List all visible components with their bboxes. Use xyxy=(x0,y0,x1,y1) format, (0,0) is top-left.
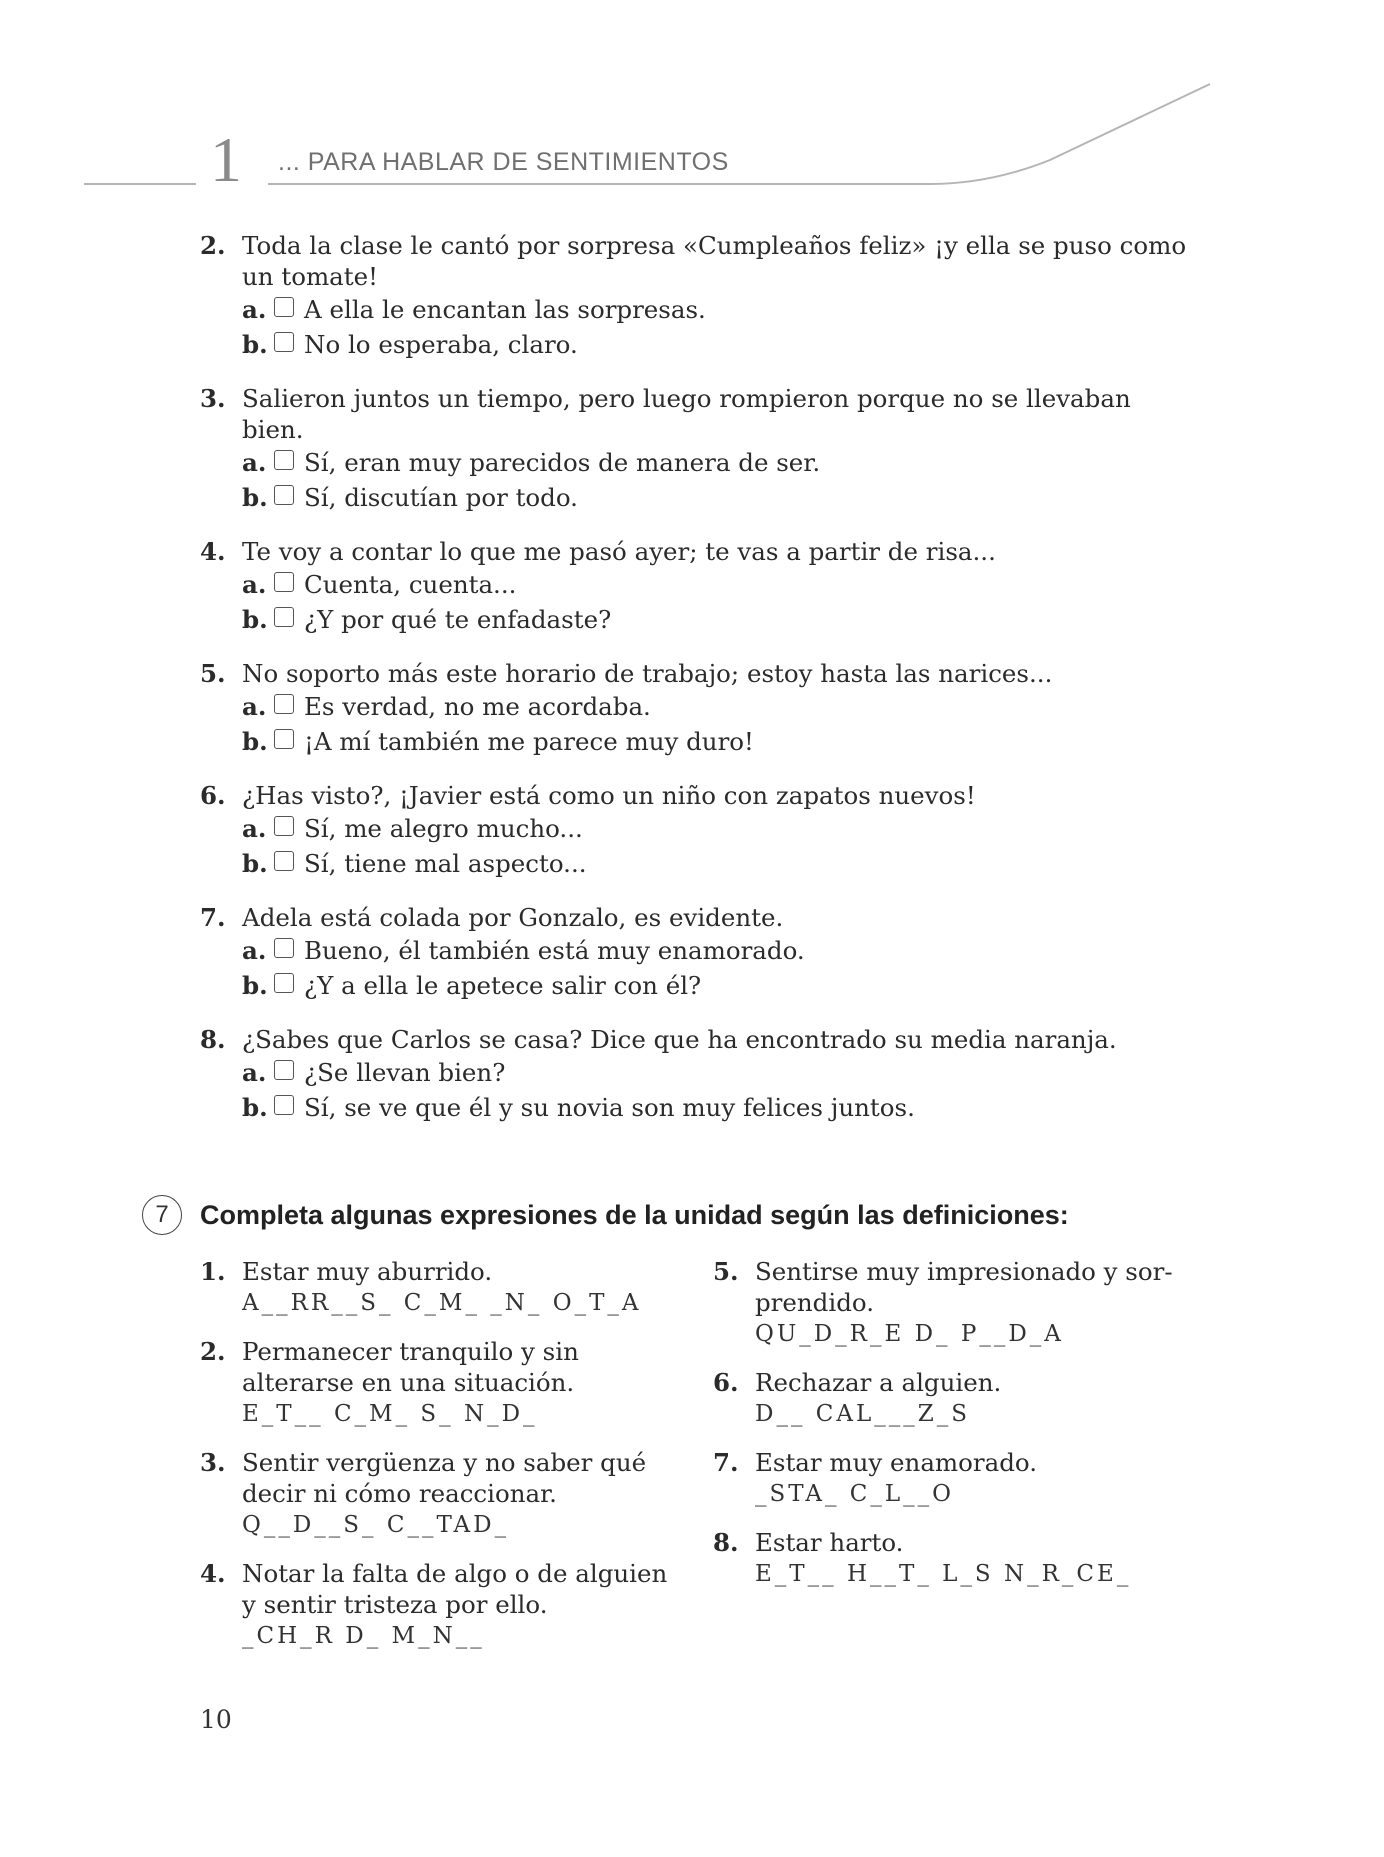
definition-number: 5. xyxy=(713,1257,739,1286)
question-item xyxy=(200,658,1200,759)
unit-number: 1 xyxy=(210,124,242,195)
definition-text: Rechazar a alguien. xyxy=(755,1368,1002,1397)
expression-blank[interactable]: E_T__ H__T_ L_S N_R_CE_ xyxy=(755,1561,1132,1587)
definition-number: 4. xyxy=(200,1559,226,1588)
question-text: ¿Sabes que Carlos se casa? Dice que ha encontrado su media naranja. xyxy=(242,1025,1117,1054)
question-number: 2. xyxy=(200,231,226,260)
option-letter: a. xyxy=(242,936,267,965)
option-text: Bueno, él también está muy enamorado. xyxy=(304,936,805,965)
option-text: Sí, me alegro mucho... xyxy=(304,814,583,843)
definition-text: Sentirse muy impresionado y sor-prendido. xyxy=(755,1257,1173,1317)
definition-line xyxy=(713,1256,1183,1318)
option-checkbox[interactable] xyxy=(274,485,294,505)
definition-item xyxy=(713,1527,1183,1591)
option-checkbox[interactable] xyxy=(274,816,294,836)
answer-option xyxy=(200,846,1200,881)
answer-option xyxy=(200,602,1200,637)
definition-text: Estar harto. xyxy=(755,1528,904,1557)
unit-title: ... PARA HABLAR DE SENTIMIENTOS xyxy=(278,148,729,176)
question-item xyxy=(200,780,1200,881)
option-text: Sí, tiene mal aspecto... xyxy=(304,849,587,878)
answer-option xyxy=(200,968,1200,1003)
question-text: No soporto más este horario de trabajo; estoy hasta las narices... xyxy=(242,659,1053,688)
answer-option xyxy=(200,445,1200,480)
definition-line xyxy=(200,1256,670,1287)
exercise-number-badge: 7 xyxy=(142,1195,182,1235)
option-letter: a. xyxy=(242,295,267,324)
answer-option xyxy=(200,933,1200,968)
question-line xyxy=(200,1024,1200,1055)
definition-item xyxy=(713,1256,1183,1351)
option-checkbox[interactable] xyxy=(274,729,294,749)
question-item xyxy=(200,1024,1200,1125)
definition-text: Sentir vergüenza y no saber qué decir ni cómo reaccionar. xyxy=(242,1448,647,1508)
definition-text: Estar muy enamorado. xyxy=(755,1448,1038,1477)
definitions-right-column xyxy=(713,1256,1183,1607)
expression-blank[interactable]: _STA_ C_L__O xyxy=(755,1481,954,1507)
option-letter: b. xyxy=(242,330,268,359)
option-text: A ella le encantan las sorpresas. xyxy=(304,295,706,324)
question-item xyxy=(200,383,1200,515)
definition-item xyxy=(200,1256,670,1320)
option-text: Cuenta, cuenta... xyxy=(304,570,517,599)
answer-option xyxy=(200,689,1200,724)
option-text: Sí, se ve que él y su novia son muy felices juntos. xyxy=(304,1093,915,1122)
expression-blank[interactable]: QU_D_R_E D_ P__D_A xyxy=(755,1321,1064,1347)
definition-item xyxy=(200,1558,670,1653)
definition-text: Notar la falta de algo o de alguien y sentir tristeza por ello. xyxy=(242,1559,668,1619)
option-text: Es verdad, no me acordaba. xyxy=(304,692,651,721)
question-number: 6. xyxy=(200,781,226,810)
expression-blank[interactable]: D__ CAL___Z_S xyxy=(755,1401,970,1427)
question-line xyxy=(200,383,1200,445)
definition-item xyxy=(713,1447,1183,1511)
question-text: Toda la clase le cantó por sorpresa «Cumpleaños feliz» ¡y ella se puso como un tomate! xyxy=(242,231,1187,291)
question-item xyxy=(200,230,1200,362)
question-number: 8. xyxy=(200,1025,226,1054)
option-letter: b. xyxy=(242,605,268,634)
page-number: 10 xyxy=(200,1705,232,1734)
option-checkbox[interactable] xyxy=(274,938,294,958)
question-text: Adela está colada por Gonzalo, es evidente. xyxy=(242,903,784,932)
definition-number: 6. xyxy=(713,1368,739,1397)
option-letter: a. xyxy=(242,448,267,477)
option-letter: a. xyxy=(242,570,267,599)
definition-item xyxy=(200,1447,670,1542)
answer-option xyxy=(200,480,1200,515)
option-text: Sí, discutían por todo. xyxy=(304,483,578,512)
question-item xyxy=(200,902,1200,1003)
option-letter: a. xyxy=(242,1058,267,1087)
question-text: Te voy a contar lo que me pasó ayer; te vas a partir de risa... xyxy=(242,537,996,566)
definitions-left-column xyxy=(200,1256,670,1669)
option-checkbox[interactable] xyxy=(274,297,294,317)
answer-option xyxy=(200,724,1200,759)
definition-line xyxy=(713,1527,1183,1558)
option-checkbox[interactable] xyxy=(274,973,294,993)
option-checkbox[interactable] xyxy=(274,694,294,714)
definition-text: Estar muy aburrido. xyxy=(242,1257,493,1286)
option-checkbox[interactable] xyxy=(274,450,294,470)
option-text: ¡A mí también me parece muy duro! xyxy=(304,727,754,756)
expression-blank[interactable]: A__RR__S_ C_M_ _N_ O_T_A xyxy=(242,1290,642,1316)
question-number: 4. xyxy=(200,537,226,566)
option-letter: b. xyxy=(242,849,268,878)
option-text: ¿Se llevan bien? xyxy=(304,1058,506,1087)
expression-blank[interactable]: E_T__ C_M_ S_ N_D_ xyxy=(242,1401,538,1427)
option-letter: b. xyxy=(242,1093,268,1122)
definition-number: 3. xyxy=(200,1448,226,1477)
definition-line xyxy=(200,1558,670,1620)
answer-option xyxy=(200,327,1200,362)
option-letter: b. xyxy=(242,727,268,756)
option-letter: a. xyxy=(242,692,267,721)
answer-option xyxy=(200,1055,1200,1090)
definition-item xyxy=(713,1367,1183,1431)
definition-number: 8. xyxy=(713,1528,739,1557)
question-number: 7. xyxy=(200,903,226,932)
answer-option xyxy=(200,811,1200,846)
option-letter: b. xyxy=(242,483,268,512)
expression-blank[interactable]: _CH_R D_ M_N__ xyxy=(242,1623,485,1649)
definition-text: Permanecer tranquilo y sin alterarse en una situación. xyxy=(242,1337,579,1397)
question-line xyxy=(200,536,1200,567)
option-letter: b. xyxy=(242,971,268,1000)
option-text: Sí, eran muy parecidos de manera de ser. xyxy=(304,448,821,477)
option-checkbox[interactable] xyxy=(274,1060,294,1080)
question-line xyxy=(200,658,1200,689)
answer-option xyxy=(200,1090,1200,1125)
definition-line xyxy=(200,1336,670,1398)
option-text: ¿Y por qué te enfadaste? xyxy=(304,605,612,634)
exercise-title: Completa algunas expresiones de la unidad según las definiciones: xyxy=(200,1199,1069,1230)
option-checkbox[interactable] xyxy=(274,607,294,627)
option-checkbox[interactable] xyxy=(274,332,294,352)
definition-item xyxy=(200,1336,670,1431)
option-checkbox[interactable] xyxy=(274,572,294,592)
question-text: ¿Has visto?, ¡Javier está como un niño con zapatos nuevos! xyxy=(242,781,976,810)
definition-line xyxy=(713,1447,1183,1478)
exercise-7-heading xyxy=(142,1195,1069,1235)
question-item xyxy=(200,536,1200,637)
question-number: 5. xyxy=(200,659,226,688)
option-text: No lo esperaba, claro. xyxy=(304,330,578,359)
definition-line xyxy=(713,1367,1183,1398)
page-header xyxy=(0,0,1384,200)
expression-blank[interactable]: Q__D__S_ C__TAD_ xyxy=(242,1512,510,1538)
option-checkbox[interactable] xyxy=(274,1095,294,1115)
question-number: 3. xyxy=(200,384,226,413)
question-text: Salieron juntos un tiempo, pero luego rompieron porque no se llevaban bien. xyxy=(242,384,1131,444)
answer-option xyxy=(200,567,1200,602)
definition-number: 2. xyxy=(200,1337,226,1366)
definition-number: 1. xyxy=(200,1257,226,1286)
option-text: ¿Y a ella le apetece salir con él? xyxy=(304,971,702,1000)
definition-number: 7. xyxy=(713,1448,739,1477)
question-line xyxy=(200,902,1200,933)
question-line xyxy=(200,230,1200,292)
option-checkbox[interactable] xyxy=(274,851,294,871)
definition-line xyxy=(200,1447,670,1509)
option-letter: a. xyxy=(242,814,267,843)
question-line xyxy=(200,780,1200,811)
answer-option xyxy=(200,292,1200,327)
exercise-6-list xyxy=(200,230,1200,1146)
